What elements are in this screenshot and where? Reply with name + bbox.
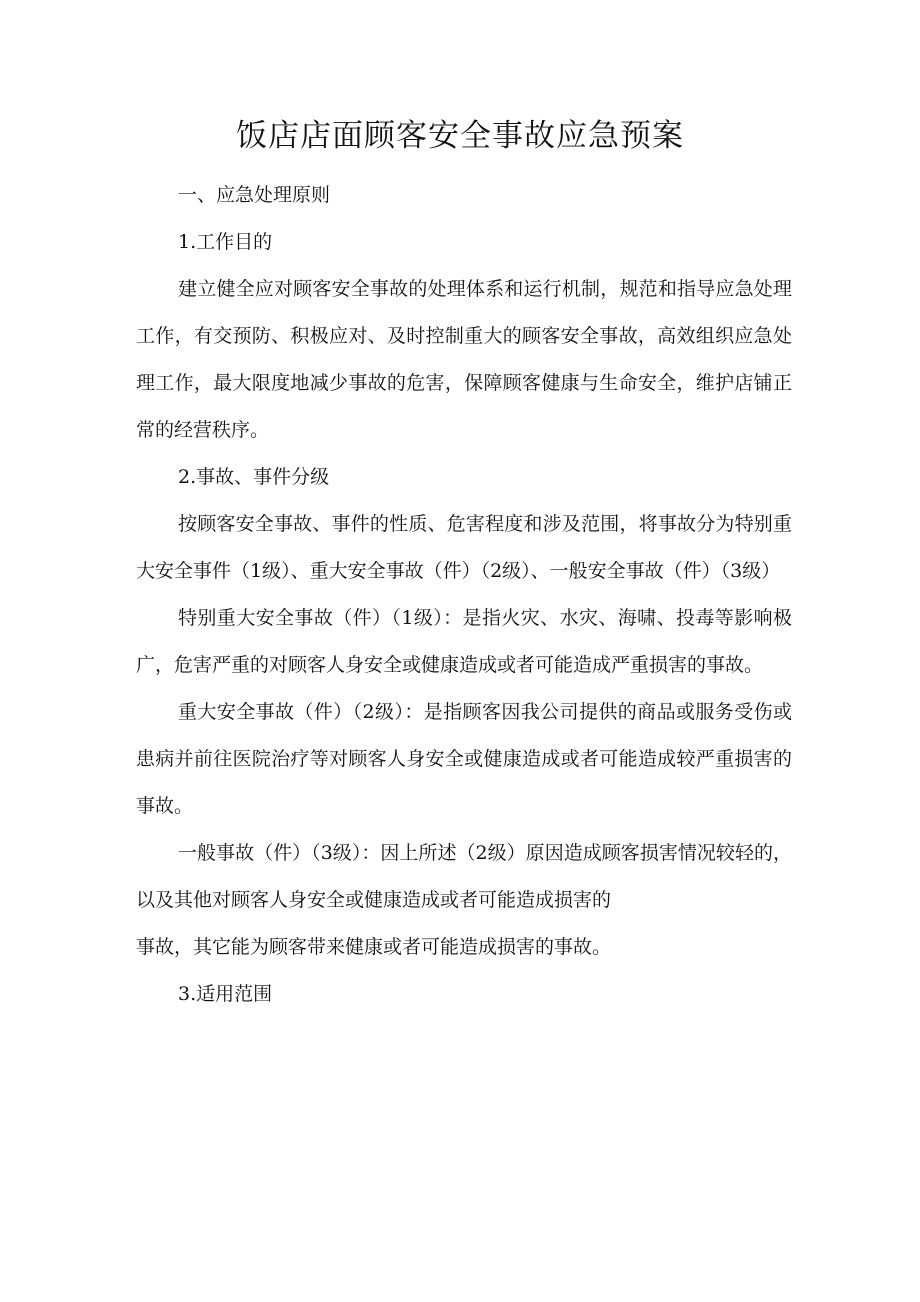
paragraph-level-1: 特别重大安全事故（件）（1级）：是指火灾、水灾、海啸、投毒等影响极广，危害严重的对顾客人身安全或健康造成或者可能造成严重损害的事故。 <box>136 607 792 676</box>
document-title: 饭店店面顾客安全事故应急预案 <box>236 118 684 154</box>
paragraph-level-2: 重大安全事故（件）（2级）：是指顾客因我公司提供的商品或服务受伤或患病并前往医院治疗等对顾客人身安全或健康造成或者可能造成较严重损害的事故。 <box>136 701 792 817</box>
subheading-scope: 3.适用范围 <box>178 983 273 1005</box>
section-heading-principles: 一、应急处理原则 <box>178 184 331 206</box>
paragraph-level-3-continued: 事故，其它能为顾客带来健康或者可能造成损害的事故。 <box>136 936 612 958</box>
paragraph-level-3: 一般事故（件）（3级）：因上所述（2级）原因造成顾客损害情况较轻的，以及其他对顾客人身安全或健康造成或者可能造成损害的 <box>136 842 792 911</box>
document-body <box>136 172 792 1018</box>
paragraph-purpose: 建立健全应对顾客安全事故的处理体系和运行机制，规范和指导应急处理工作，有交预防、积极应对、及时控制重大的顾客安全事故，高效组织应急处理工作，最大限度地减少事故的危害，保障顾客健康与生命安全，维护店铺正常的经营秩序。 <box>136 278 792 441</box>
subheading-purpose: 1.工作目的 <box>178 231 273 253</box>
subheading-classification: 2.事故、事件分级 <box>178 466 330 488</box>
paragraph-classification: 按顾客安全事故、事件的性质、危害程度和涉及范围，将事故分为特别重大安全事件（1级）、重大安全事故（件）（2级）、一般安全事故（件）（3级） <box>136 513 792 582</box>
